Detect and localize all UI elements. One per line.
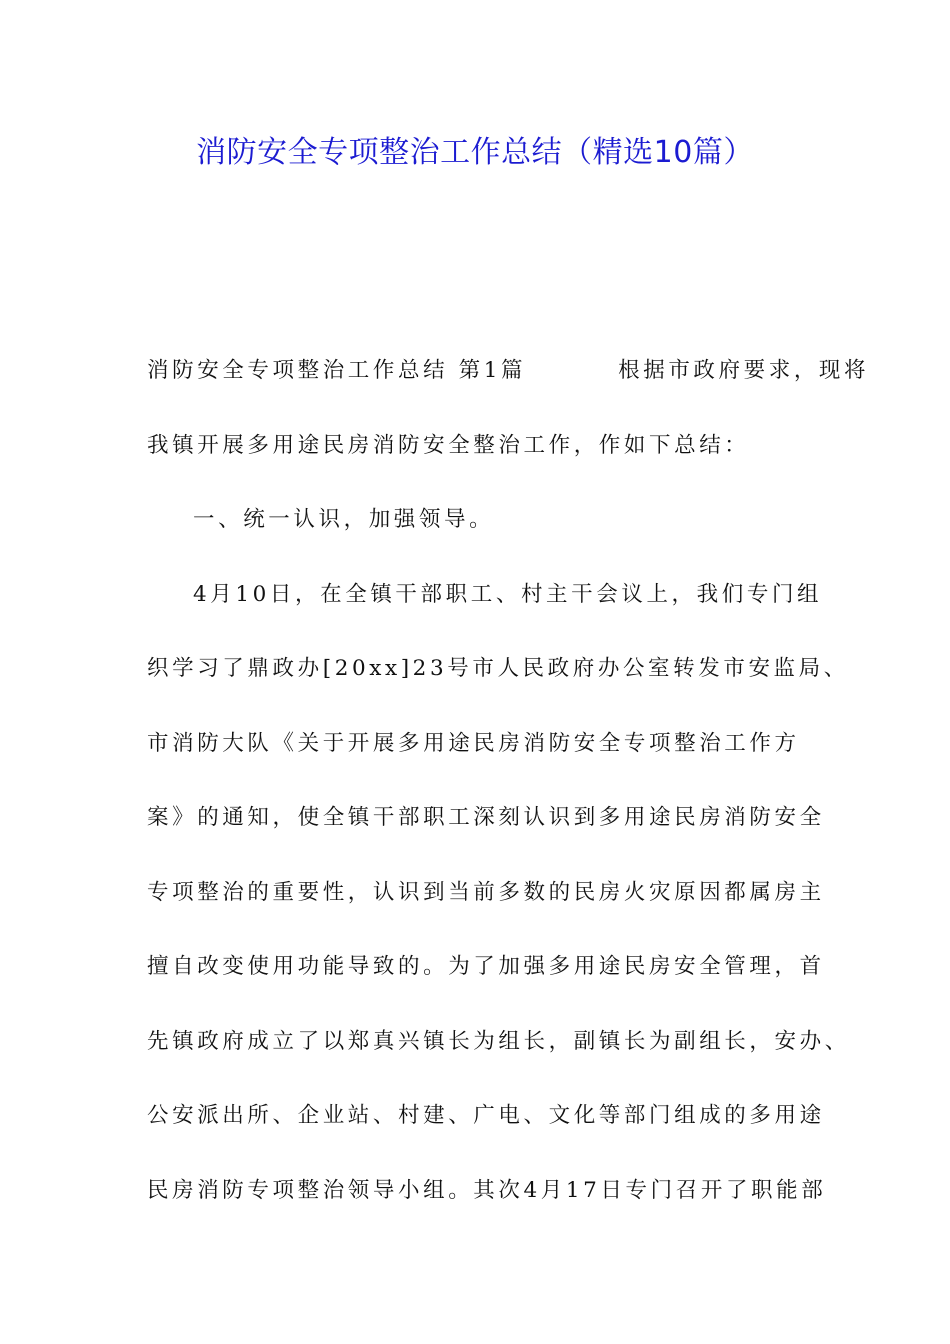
paragraph-line: 市消防大队《关于开展多用途民房消防安全专项整治工作方 [147,730,800,756]
paragraph-line: 案》的通知，使全镇干部职工深刻认识到多用途民房消防安全 [147,805,825,830]
document-title: 消防安全专项整治工作总结（精选10篇） [196,135,754,170]
paragraph-line: 先镇政府成立了以郑真兴镇长为组长，副镇长为副组长，安办、 [147,1028,850,1054]
paragraph-line: 擅自改变使用功能导致的。为了加强多用途民房安全管理，首 [147,954,825,979]
paragraph-line: 民房消防专项整治领导小组。其次4月17日专门召开了职能部 [147,1177,827,1203]
paragraph-line: 公安派出所、企业站、村建、广电、文化等部门组成的多用途 [147,1103,825,1128]
paragraph-line [147,334,870,409]
paragraph-line: 我镇开展多用途民房消防安全整治工作，作如下总结： [147,432,750,458]
document-body [147,334,870,1228]
paragraph-text: 根据市政府要求，现将 [618,358,870,383]
subheading-line: 一、统一认识，加强领导。 [193,507,495,532]
paragraph-line: 4月10日，在全镇干部职工、村主干会议上，我们专门组 [193,581,823,607]
paragraph-line: 专项整治的重要性，认识到当前多数的民房火灾原因都属房主 [147,879,825,905]
paragraph-line: 织学习了鼎政办[20xx]23号市人民政府办公室转发市安监局、 [147,656,849,681]
section-heading: 消防安全专项整治工作总结 第1篇 [147,358,527,383]
